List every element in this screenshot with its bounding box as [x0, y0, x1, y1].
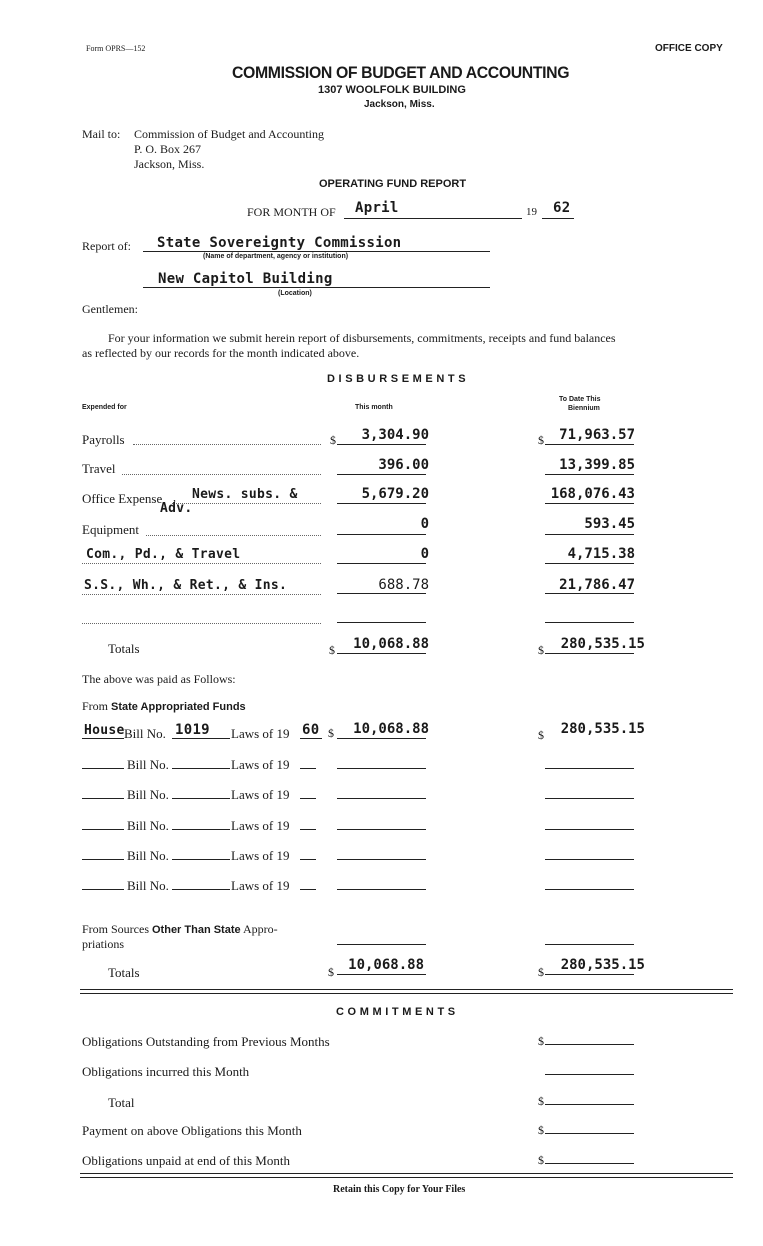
- paid-totals-todate-currency: $: [538, 965, 544, 979]
- salutation: Gentlemen:: [82, 302, 138, 316]
- agency-caption: (Name of department, agency or institution): [203, 253, 349, 260]
- com-pd-travel-month-line: [337, 563, 426, 564]
- paid-total-this-month: 10,068.88: [348, 957, 424, 973]
- ss-wh-ret-ins-to-date: 21,786.47: [559, 577, 635, 593]
- bill1-year: 60: [302, 722, 320, 738]
- report-title: OPERATING FUND REPORT: [319, 178, 467, 190]
- col-expended-for: Expended for: [82, 404, 127, 411]
- ss-wh-ret-ins-leader: [82, 594, 321, 595]
- com-pd-travel-todate-line: [545, 563, 634, 564]
- blank-todate-line: [545, 622, 634, 623]
- office-expense-to-date: 168,076.43: [550, 486, 635, 502]
- commitment-row-3-currency: $: [538, 1094, 544, 1108]
- travel-this-month: 396.00: [378, 457, 429, 473]
- other-sources-label: [82, 922, 332, 951]
- ss-wh-ret-ins-this-month: 688.78: [378, 577, 429, 593]
- bill1-no-line: [172, 738, 230, 739]
- payrolls-todate-currency: $: [538, 433, 544, 447]
- bill2-laws-label: Laws of 19: [231, 757, 290, 772]
- disbursements-heading: DISBURSEMENTS: [327, 373, 470, 385]
- bill1-todate-currency: $: [538, 728, 544, 742]
- intro-line-1: For your information we submit herein report of disbursements, commitments, receipts and fund balances: [108, 331, 616, 345]
- payrolls-label: Payrolls: [82, 432, 125, 447]
- commitment-row-5-line: [545, 1163, 634, 1164]
- office-expense-detail-1: News. subs. &: [192, 487, 298, 502]
- building-address: 1307 WOOLFOLK BUILDING: [318, 84, 466, 96]
- total-this-month: 10,068.88: [353, 636, 429, 652]
- bill1-to-date: 280,535.15: [560, 721, 645, 737]
- com-pd-travel-leader: [82, 563, 321, 564]
- report-year: 62: [553, 200, 571, 216]
- bill3-laws-label: Laws of 19: [231, 787, 290, 802]
- other-sources-b: Other Than State: [152, 924, 241, 936]
- bill4-bill-label: Bill No.: [127, 818, 169, 833]
- bill1-month-line: [337, 738, 426, 739]
- paid-totals-month-currency: $: [328, 965, 334, 979]
- totals-month-line: [337, 653, 426, 654]
- location-line: [143, 287, 490, 288]
- commitment-row-5-label: Obligations unpaid at end of this Month: [82, 1153, 290, 1168]
- blank-expense-leader: [82, 623, 321, 624]
- equipment-leader: [146, 535, 321, 536]
- payrolls-leader: [133, 444, 321, 445]
- mail-to-line1: Commission of Budget and Accounting: [134, 127, 324, 141]
- commitments-heading: COMMITMENTS: [336, 1006, 459, 1018]
- commitment-row-4-label: Payment on above Obligations this Month: [82, 1123, 302, 1138]
- commitment-row-1-line: [545, 1044, 634, 1045]
- bill1-house: House: [84, 723, 125, 738]
- commitment-row-1-label: Obligations Outstanding from Previous Months: [82, 1034, 330, 1049]
- bill3-bill-label: Bill No.: [127, 787, 169, 802]
- commitment-row-3-label: Total: [108, 1095, 135, 1110]
- commitment-row-2-line: [545, 1074, 634, 1075]
- blank-month-line: [337, 622, 426, 623]
- year-line: [542, 218, 574, 219]
- commitment-row-5-currency: $: [538, 1153, 544, 1167]
- payrolls-todate-line: [545, 444, 634, 445]
- bill1-bill-label: Bill No.: [124, 726, 166, 741]
- com-pd-travel-this-month: 0: [420, 546, 429, 562]
- mail-to-line3: Jackson, Miss.: [134, 157, 205, 171]
- totals-label: Totals: [108, 641, 140, 656]
- ss-wh-ret-ins-todate-line: [545, 593, 634, 594]
- travel-leader: [122, 474, 321, 475]
- paid-totals-label: Totals: [108, 965, 140, 980]
- equipment-month-line: [337, 534, 426, 535]
- bill1-month-currency: $: [328, 726, 334, 740]
- office-copy-label: OFFICE COPY: [655, 43, 723, 54]
- bill1-this-month: 10,068.88: [353, 721, 429, 737]
- intro-line-2: as reflected by our records for the month indicated above.: [82, 346, 360, 360]
- office-expense-label: Office Expense: [82, 491, 163, 506]
- mail-to-label: Mail to:: [82, 127, 121, 141]
- city-address: Jackson, Miss.: [364, 99, 435, 110]
- bill5-laws-label: Laws of 19: [231, 848, 290, 863]
- bill6-bill-label: Bill No.: [127, 878, 169, 893]
- other-sources-d: priations: [82, 937, 124, 951]
- commitment-row-4-currency: $: [538, 1123, 544, 1137]
- equipment-todate-line: [545, 534, 634, 535]
- travel-todate-line: [545, 474, 634, 475]
- paid-totals-todate-line: [545, 974, 634, 975]
- com-pd-travel-label: Com., Pd., & Travel: [86, 547, 241, 562]
- mail-to-line2: P. O. Box 267: [134, 142, 202, 156]
- commitment-row-1-currency: $: [538, 1034, 544, 1048]
- totals-month-currency: $: [329, 643, 335, 657]
- year-prefix: 19: [526, 206, 537, 218]
- bill1-house-line: [82, 738, 124, 739]
- commitment-row-4-line: [545, 1133, 634, 1134]
- col-to-date-2: Biennium: [568, 405, 600, 412]
- location-name: New Capitol Building: [158, 271, 333, 287]
- ss-wh-ret-ins-month-line: [337, 593, 426, 594]
- report-month: April: [355, 200, 399, 216]
- other-todate-line: [545, 944, 634, 945]
- office-expense-month-line: [337, 503, 426, 504]
- agency-line: [143, 251, 490, 252]
- paid-total-to-date: 280,535.15: [560, 957, 645, 973]
- other-sources-a: From Sources: [82, 922, 149, 936]
- ss-wh-ret-ins-label: S.S., Wh., & Ret., & Ins.: [84, 578, 288, 593]
- payrolls-month-currency: $: [330, 433, 336, 447]
- location-caption: (Location): [278, 290, 312, 297]
- report-of-label: Report of:: [82, 239, 131, 253]
- from-label: [82, 699, 246, 714]
- bill2-bill-label: Bill No.: [127, 757, 169, 772]
- payrolls-this-month: 3,304.90: [361, 427, 429, 443]
- travel-month-line: [337, 474, 426, 475]
- office-expense-leader: [172, 503, 321, 504]
- for-month-label: FOR MONTH OF: [247, 205, 336, 219]
- payrolls-month-line: [337, 444, 426, 445]
- agency-name: State Sovereignty Commission: [157, 235, 402, 251]
- bill1-number: 1019: [175, 722, 210, 738]
- paid-heading: The above was paid as Follows:: [82, 672, 236, 686]
- payrolls-to-date: 71,963.57: [559, 427, 635, 443]
- footer-note: Retain this Copy for Your Files: [333, 1184, 466, 1195]
- from-word: From: [82, 699, 109, 713]
- office-expense-this-month: 5,679.20: [361, 486, 429, 502]
- from-funds-type: State Appropriated Funds: [111, 701, 246, 713]
- other-month-line: [337, 944, 426, 945]
- bill1-laws-label: Laws of 19: [231, 726, 290, 741]
- travel-to-date: 13,399.85: [559, 457, 635, 473]
- office-expense-detail-2: Adv.: [160, 501, 193, 516]
- col-to-date-1: To Date This: [559, 396, 601, 403]
- other-sources-c: Appro-: [242, 922, 278, 936]
- equipment-to-date: 593.45: [584, 516, 635, 532]
- form-number: Form OPRS—152: [86, 44, 146, 53]
- footer-divider: [80, 1173, 733, 1178]
- totals-todate-currency: $: [538, 643, 544, 657]
- commission-title: COMMISSION OF BUDGET AND ACCOUNTING: [232, 63, 570, 82]
- equipment-this-month: 0: [420, 516, 429, 532]
- commitment-row-2-label: Obligations incurred this Month: [82, 1064, 250, 1079]
- totals-todate-line: [545, 653, 634, 654]
- office-expense-comma: ,: [173, 490, 176, 504]
- col-this-month: This month: [355, 404, 393, 411]
- month-line: [344, 218, 522, 219]
- paid-totals-month-line: [337, 974, 426, 975]
- bill5-bill-label: Bill No.: [127, 848, 169, 863]
- bill1-year-line: [300, 738, 322, 739]
- bill6-laws-label: Laws of 19: [231, 878, 290, 893]
- section-divider: [80, 989, 733, 994]
- total-to-date: 280,535.15: [560, 636, 645, 652]
- com-pd-travel-to-date: 4,715.38: [567, 546, 635, 562]
- commitment-row-3-line: [545, 1104, 634, 1105]
- bill4-laws-label: Laws of 19: [231, 818, 290, 833]
- travel-label: Travel: [82, 461, 116, 476]
- equipment-label: Equipment: [82, 522, 140, 537]
- office-expense-todate-line: [545, 503, 634, 504]
